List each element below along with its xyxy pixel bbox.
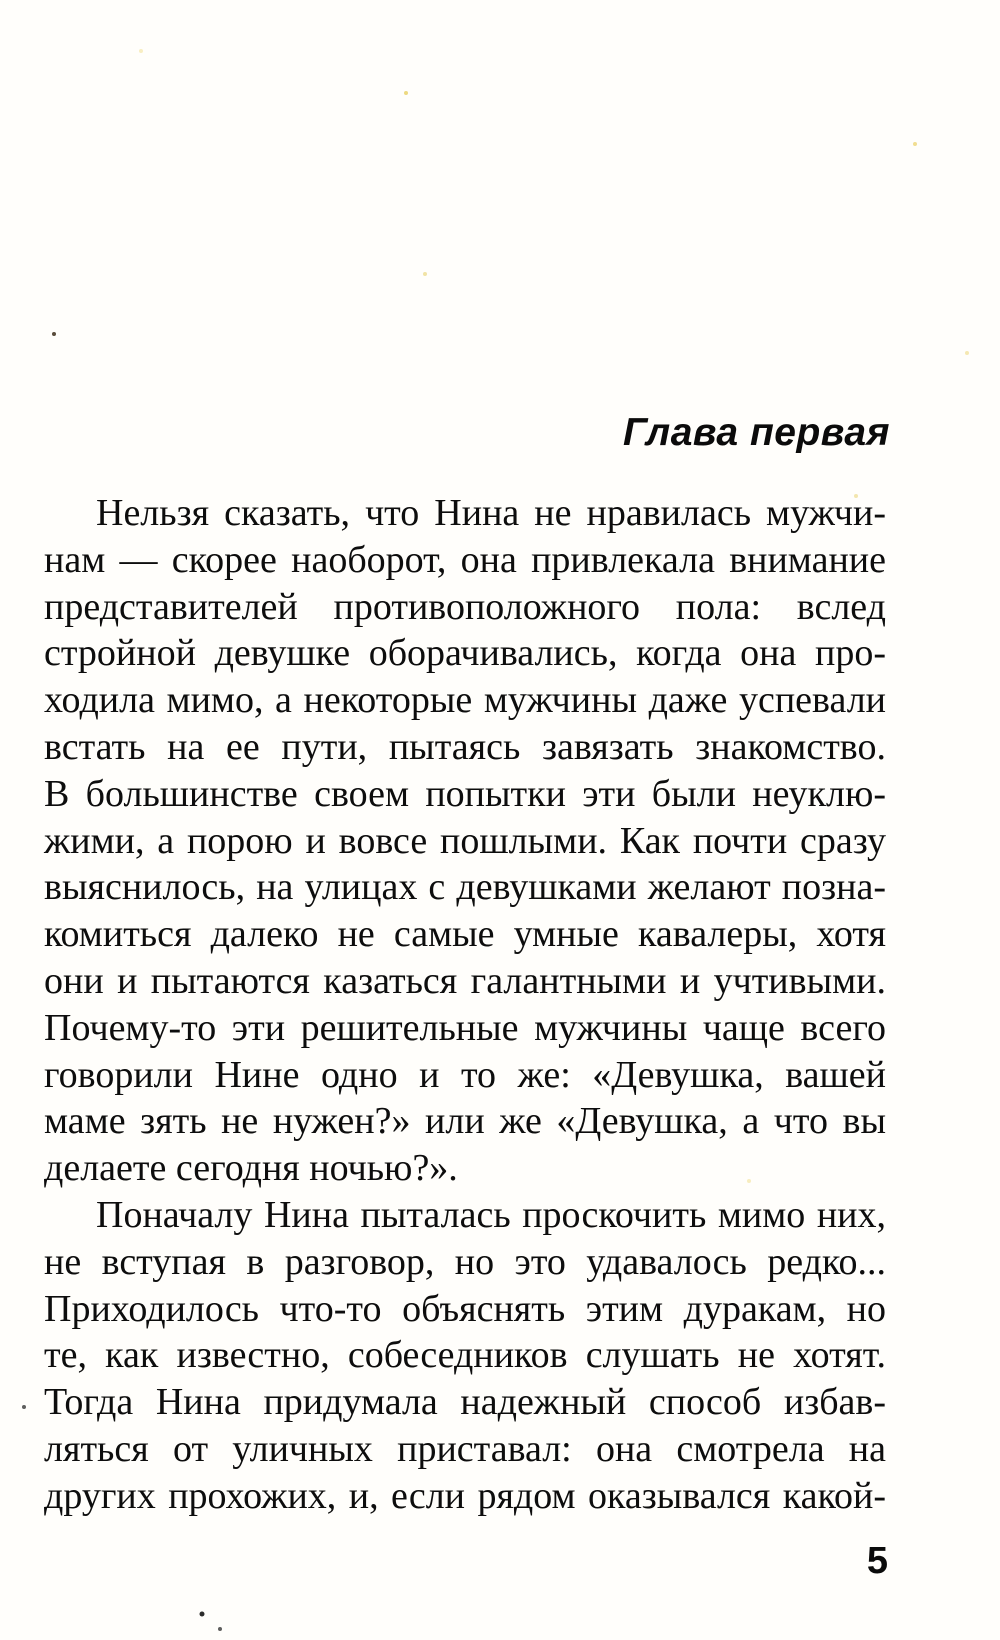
text-line: не вступая в разговор, но это удавалось редко...	[44, 1240, 886, 1283]
paragraph	[44, 490, 886, 1192]
text-line: В большинстве своем попытки эти были неуклю-	[44, 772, 886, 815]
chapter-heading: Глава первая	[622, 411, 890, 454]
text-line: те, как известно, собеседников слушать не хотят.	[44, 1334, 886, 1377]
text-line: Почему-то эти решительные мужчины чаще всего	[44, 1006, 886, 1049]
page-number: 5	[866, 1540, 888, 1582]
text-line: маме зять не нужен?» или же «Девушка, а что вы	[44, 1100, 886, 1143]
text-line: ходила мимо, а некоторые мужчины даже успевали	[44, 679, 886, 722]
text-line: выяснилось, на улицах с девушками желают позна-	[44, 866, 886, 909]
text-line: они и пытаются казаться галантными и учтивыми.	[44, 959, 886, 1002]
text-line: комиться далеко не самые умные кавалеры, хотя	[44, 913, 886, 956]
text-line: нам — скорее наоборот, она привлекала внимание	[44, 538, 886, 581]
text-line: других прохожих, и, если рядом оказывался какой-	[44, 1474, 886, 1517]
text-line: представителей противоположного пола: вслед	[44, 585, 886, 628]
text-line: Нельзя сказать, что Нина не нравилась мужчи-	[96, 492, 886, 534]
text-line: встать на ее пути, пытаясь завязать знакомство.	[44, 725, 886, 768]
text-line: Приходилось что-то объяснять этим дуракам, но	[44, 1287, 886, 1330]
text-line: ляться от уличных приставал: она смотрела на	[44, 1427, 886, 1470]
paragraph	[44, 1192, 886, 1520]
scan-artifacts	[0, 0, 2, 2]
text-line: жими, а порою и вовсе пошлыми. Как почти сразу	[44, 819, 886, 862]
text-line: говорили Нине одно и то же: «Девушка, вашей	[44, 1053, 886, 1096]
text-line: Поначалу Нина пыталась проскочить мимо них,	[96, 1193, 886, 1236]
body-text	[44, 490, 886, 1520]
text-line: Тогда Нина придумала надежный способ избав-	[44, 1381, 886, 1424]
text-line: стройной девушке оборачивались, когда она про-	[44, 632, 886, 675]
text-line: делаете сегодня ночью?».	[44, 1147, 458, 1190]
